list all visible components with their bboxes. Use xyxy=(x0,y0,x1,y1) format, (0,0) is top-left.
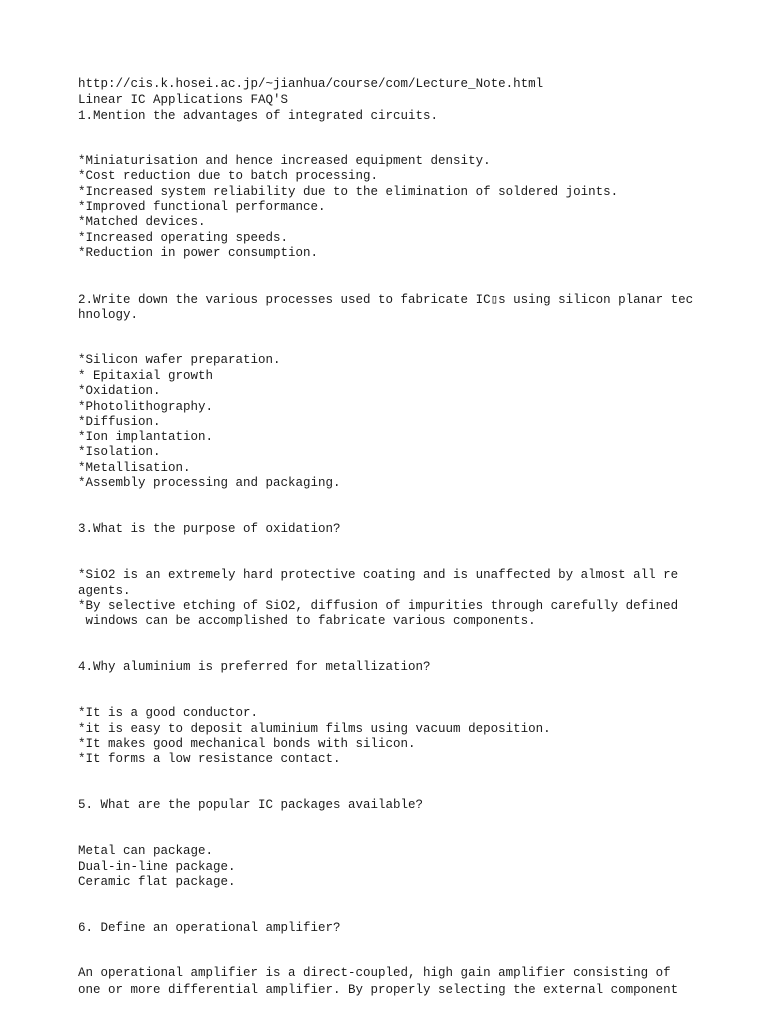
answer-line: *Isolation. xyxy=(78,445,161,459)
answer-line: *Ion implantation. xyxy=(78,430,214,444)
answer-line: *Increased system reliability due to the elimination of soldered joints. xyxy=(78,185,619,199)
document-title: Linear IC Applications FAQ'S xyxy=(78,93,289,107)
answer-line: agents. xyxy=(78,584,131,598)
answer-line: Metal can package. xyxy=(78,844,214,858)
answer-line: *Metallisation. xyxy=(78,461,191,475)
source-url: http://cis.k.hosei.ac.jp/~jianhua/course/com/Lecture_Note.html xyxy=(78,77,544,91)
answer-line: Ceramic flat package. xyxy=(78,875,236,889)
question-2: 2.Write down the various processes used to fabricate IC▯s using silicon planar tec xyxy=(78,293,694,307)
answer-line: *it is easy to deposit aluminium films using vacuum deposition. xyxy=(78,722,551,736)
question-4: 4.Why aluminium is preferred for metallization? xyxy=(78,660,431,674)
answer-line: *It makes good mechanical bonds with silicon. xyxy=(78,737,416,751)
answer-line: *Cost reduction due to batch processing. xyxy=(78,169,379,183)
answer-line: *Increased operating speeds. xyxy=(78,231,289,245)
answer-line: *Silicon wafer preparation. xyxy=(78,353,281,367)
question-6: 6. Define an operational amplifier? xyxy=(78,921,341,935)
answer-line: *Matched devices. xyxy=(78,215,206,229)
answer-line: *Assembly processing and packaging. xyxy=(78,476,341,490)
answer-line: windows can be accomplished to fabricate various components. xyxy=(78,614,536,628)
question-1: 1.Mention the advantages of integrated circuits. xyxy=(78,109,439,123)
answer-line: *Reduction in power consumption. xyxy=(78,246,319,260)
answer-line: *Photolithography. xyxy=(78,400,214,414)
answer-line: An operational amplifier is a direct-coupled, high gain amplifier consisting of xyxy=(78,966,671,980)
answer-line: *Improved functional performance. xyxy=(78,200,326,214)
answer-line: one or more differential amplifier. By properly selecting the external component xyxy=(78,983,679,997)
answer-line: *Oxidation. xyxy=(78,384,161,398)
question-5: 5. What are the popular IC packages available? xyxy=(78,798,424,812)
answer-line: *SiO2 is an extremely hard protective coating and is unaffected by almost all re xyxy=(78,568,679,582)
answer-line: *By selective etching of SiO2, diffusion of impurities through carefully defined xyxy=(78,599,679,613)
question-3: 3.What is the purpose of oxidation? xyxy=(78,522,341,536)
answer-line: *Miniaturisation and hence increased equipment density. xyxy=(78,154,491,168)
question-2-continued: hnology. xyxy=(78,308,139,322)
answer-line: * Epitaxial growth xyxy=(78,369,214,383)
answer-line: *It is a good conductor. xyxy=(78,706,259,720)
answer-line: *It forms a low resistance contact. xyxy=(78,752,341,766)
answer-line: Dual-in-line package. xyxy=(78,860,236,874)
answer-line: *Diffusion. xyxy=(78,415,161,429)
